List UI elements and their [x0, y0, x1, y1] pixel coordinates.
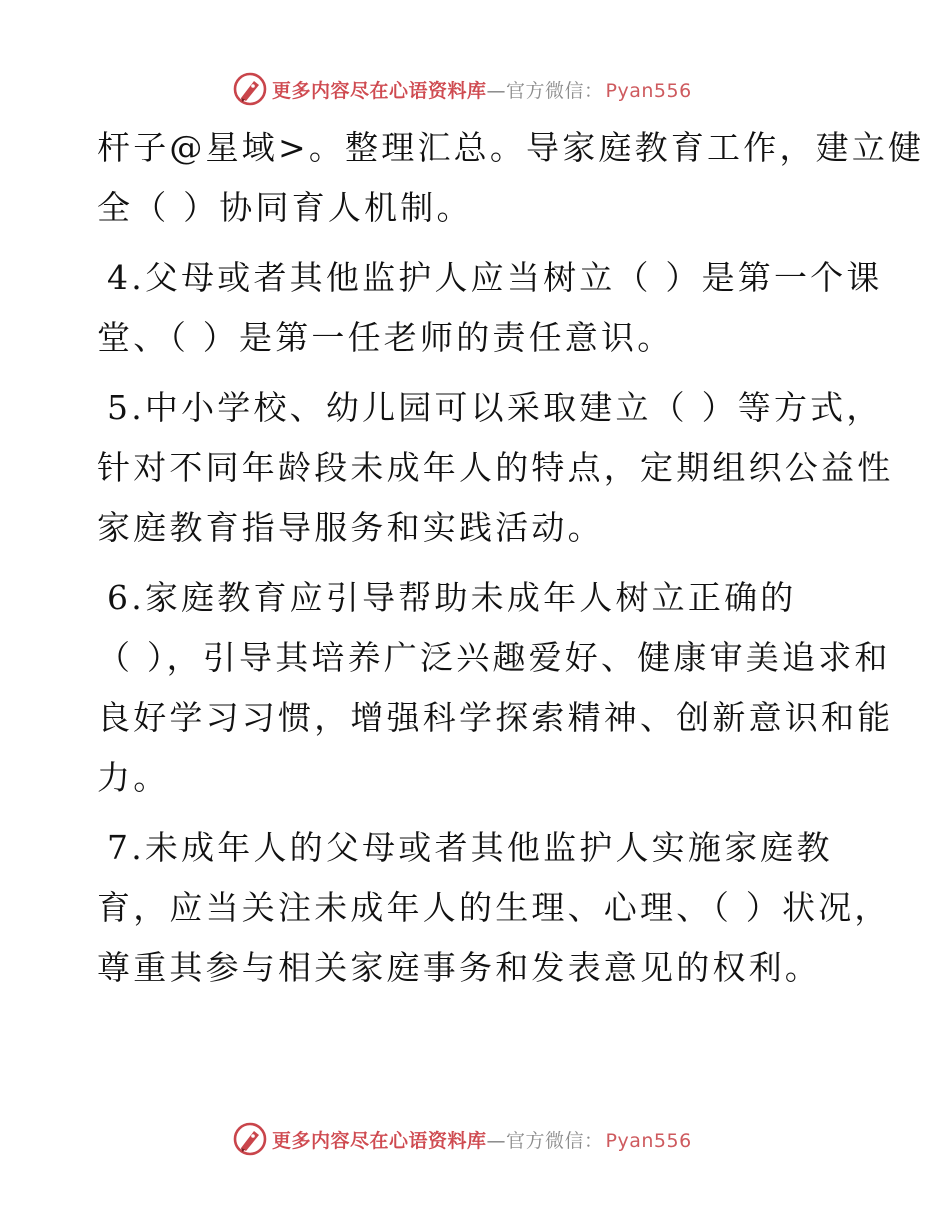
pen-nib-logo-icon	[232, 1121, 268, 1157]
text-line: 4.父母或者其他监护人应当树立（ ）是第一个课	[107, 258, 883, 297]
text-line: 7.未成年人的父母或者其他监护人实施家庭教	[107, 828, 833, 867]
text-line: 良好学习习惯，增强科学探索精神、创新意识和能	[97, 698, 894, 737]
document-body	[97, 118, 925, 1008]
header-banner	[232, 70, 692, 108]
banner-wechat-id: Pyan556	[605, 1129, 692, 1152]
pen-nib-logo-icon	[232, 71, 268, 107]
footer-banner	[232, 1120, 692, 1158]
banner-dash: —	[486, 1129, 507, 1152]
text-line: 堂、（ ）是第一任老师的责任意识。	[97, 318, 674, 357]
banner-official-label: 官方微信：	[506, 79, 604, 102]
text-line: 育，应当关注未成年人的生理、心理、（ ）状况，	[97, 888, 891, 927]
paragraph-intro	[97, 118, 925, 238]
banner-brand: 更多内容尽在心语资料库	[272, 79, 487, 102]
banner-text	[272, 1126, 692, 1153]
question-5	[97, 378, 894, 558]
banner-text	[272, 76, 692, 103]
text-line: 5.中小学校、幼儿园可以采取建立（ ）等方式，	[107, 388, 883, 427]
text-line: 针对不同年龄段未成年人的特点，定期组织公益性	[97, 448, 894, 487]
text-line: 杆子@星域>。整理汇总。导家庭教育工作，建立健	[97, 128, 925, 167]
text-line: 6.家庭教育应引导帮助未成年人树立正确的	[107, 578, 797, 617]
banner-brand: 更多内容尽在心语资料库	[272, 1129, 487, 1152]
question-4	[97, 248, 883, 368]
text-line: （ ），引导其培养广泛兴趣爱好、健康审美追求和	[97, 638, 891, 677]
text-line: 全（ ）协同育人机制。	[97, 188, 473, 227]
text-line: 家庭教育指导服务和实践活动。	[97, 508, 604, 547]
banner-wechat-id: Pyan556	[605, 79, 692, 102]
question-7	[97, 818, 891, 998]
banner-official-label: 官方微信：	[506, 1129, 604, 1152]
question-6	[97, 568, 894, 808]
banner-dash: —	[486, 79, 507, 102]
text-line: 尊重其参与相关家庭事务和发表意见的权利。	[97, 948, 821, 987]
text-line: 力。	[97, 758, 170, 797]
